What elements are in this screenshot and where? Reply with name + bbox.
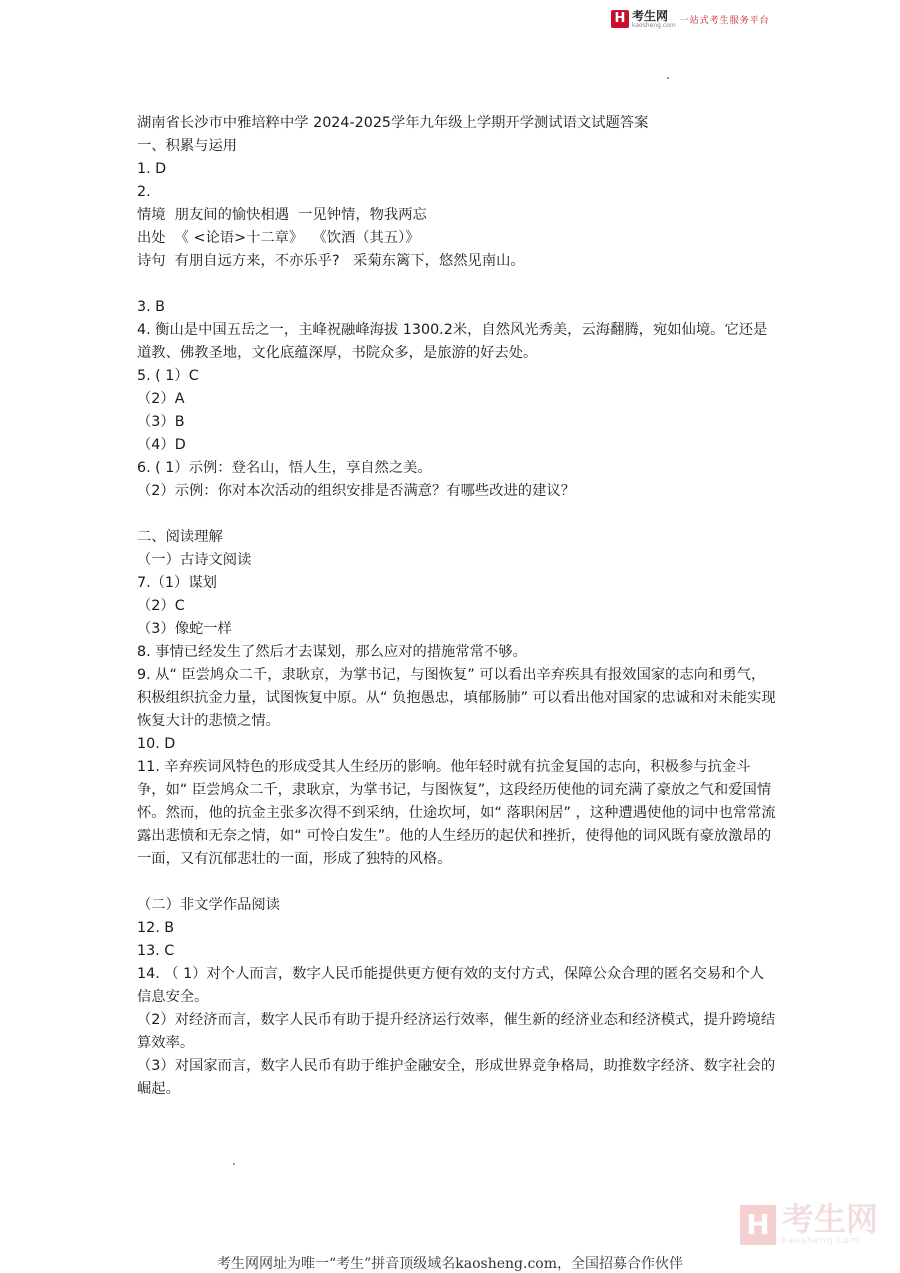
answer-q8: 8. 事情已经发生了然后才去谋划，那么应对的措施常常不够。 — [137, 644, 527, 660]
answer-q3: 3. B — [137, 299, 165, 315]
answer-q5-2: （2）A — [137, 391, 185, 407]
document-title: 湖南省长沙市中雅培粹中学 2024-2025学年九年级上学期开学测试语文试题答案 — [137, 115, 649, 131]
watermark-name: 考生网 — [781, 1200, 878, 1238]
answer-q9: 9. 从“ 臣尝鸠众二千，隶耿京，为掌书记，与图恢复” 可以看出辛弃疾具有报效国家的志向和勇气，积极组织抗金力量，试图恢复中原。从“ 负抱愚忠，填郁肠肺” 可以看出他对国家的忠诚和对未能实现恢复大计的悲愤之情。 — [137, 667, 776, 729]
speck-dot — [667, 77, 669, 79]
site-logo[interactable] — [611, 8, 770, 30]
answer-q6-2: （2）示例：你对本次活动的组织安排是否满意？有哪些改进的建议？ — [137, 483, 575, 499]
subsection-heading-2: （二）非文学作品阅读 — [137, 897, 280, 913]
watermark-logo — [740, 1200, 878, 1246]
answer-q14-1: 14. （ 1）对个人而言，数字人民币能提供更方便有效的支付方式，保障公众合理的匿名交易和个人信息安全。 — [137, 966, 765, 1005]
watermark-icon: H — [740, 1205, 776, 1245]
answer-q11: 11. 辛弃疾词风特色的形成受其人生经历的影响。他年轻时就有抗金复国的志向，积极参与抗金斗争，如“ 臣尝鸠众二千，隶耿京，为掌书记，与图恢复”，这段经历使他的词充满了豪放之气和爱国情怀。然而，他的抗金主张多次得不到采纳，仕途坎坷，如“ 落职闲居” ，这种遭遇使他的词中也常常流露出悲愤和无奈之情，如“ 可怜白发生”。他的人生经历的起伏和挫折，使得他的词风既有豪放激昂的一面，又有沉郁悲壮的一面，形成了独特的风格。 — [137, 759, 776, 867]
logo-icon: H — [611, 10, 629, 28]
section-heading-1: 一、积累与运用 — [137, 138, 238, 154]
answer-q2-situation: 情境 朋友间的愉快相遇 一见钟情，物我两忘 — [137, 207, 427, 223]
answer-q5-4: （4）D — [137, 437, 186, 453]
answer-q4: 4. 衡山是中国五岳之一，主峰祝融峰海拔 1300.2米，自然风光秀美，云海翻腾，宛如仙境。它还是道教、佛教圣地，文化底蕴深厚，书院众多，是旅游的好去处。 — [137, 322, 768, 361]
answer-q10: 10. D — [137, 736, 176, 752]
answer-q1: 1. D — [137, 161, 167, 177]
answer-q7-3: （3）像蛇一样 — [137, 621, 232, 637]
answer-q2-source: 出处 《 <论语>十二章》 《饮酒（其五）》 — [137, 230, 420, 246]
subsection-heading-1: （一）古诗文阅读 — [137, 552, 252, 568]
answer-q2-poem: 诗句 有朋自远方来，不亦乐乎? 采菊东篱下，悠然见南山。 — [137, 253, 525, 269]
answer-q14-2: （2）对经济而言，数字人民币有助于提升经济运行效率，催生新的经济业态和经济模式，提升跨境结算效率。 — [137, 1012, 776, 1051]
answer-q5-1: 5. ( 1）C — [137, 368, 199, 384]
answer-q14-3: （3）对国家而言，数字人民币有助于维护金融安全，形成世界竞争格局，助推数字经济、数字社会的崛起。 — [137, 1058, 776, 1097]
logo-name: 考生网 — [632, 8, 669, 23]
watermark-domain: kaosheng.com — [781, 1236, 860, 1246]
speck-dot — [233, 1163, 235, 1165]
answer-q6-1: 6. ( 1）示例：登名山，悟人生，享自然之美。 — [137, 460, 432, 476]
answer-q12: 12. B — [137, 920, 175, 936]
answer-q5-3: （3）B — [137, 414, 185, 430]
answer-document — [137, 112, 777, 1101]
section-heading-2: 二、阅读理解 — [137, 529, 223, 545]
answer-q13: 13. C — [137, 943, 175, 959]
logo-domain: kaosheng.com — [632, 21, 676, 29]
footer-notice: 考生网网址为唯一“考生”拼音顶级域名kaosheng.com，全国招募合作伙伴 — [216, 1256, 684, 1272]
logo-slogan: 一站式考生服务平台 — [679, 15, 770, 26]
answer-q7-1: 7.（1）谋划 — [137, 575, 217, 591]
answer-q2: 2. — [137, 184, 151, 200]
answer-q7-2: （2）C — [137, 598, 185, 614]
